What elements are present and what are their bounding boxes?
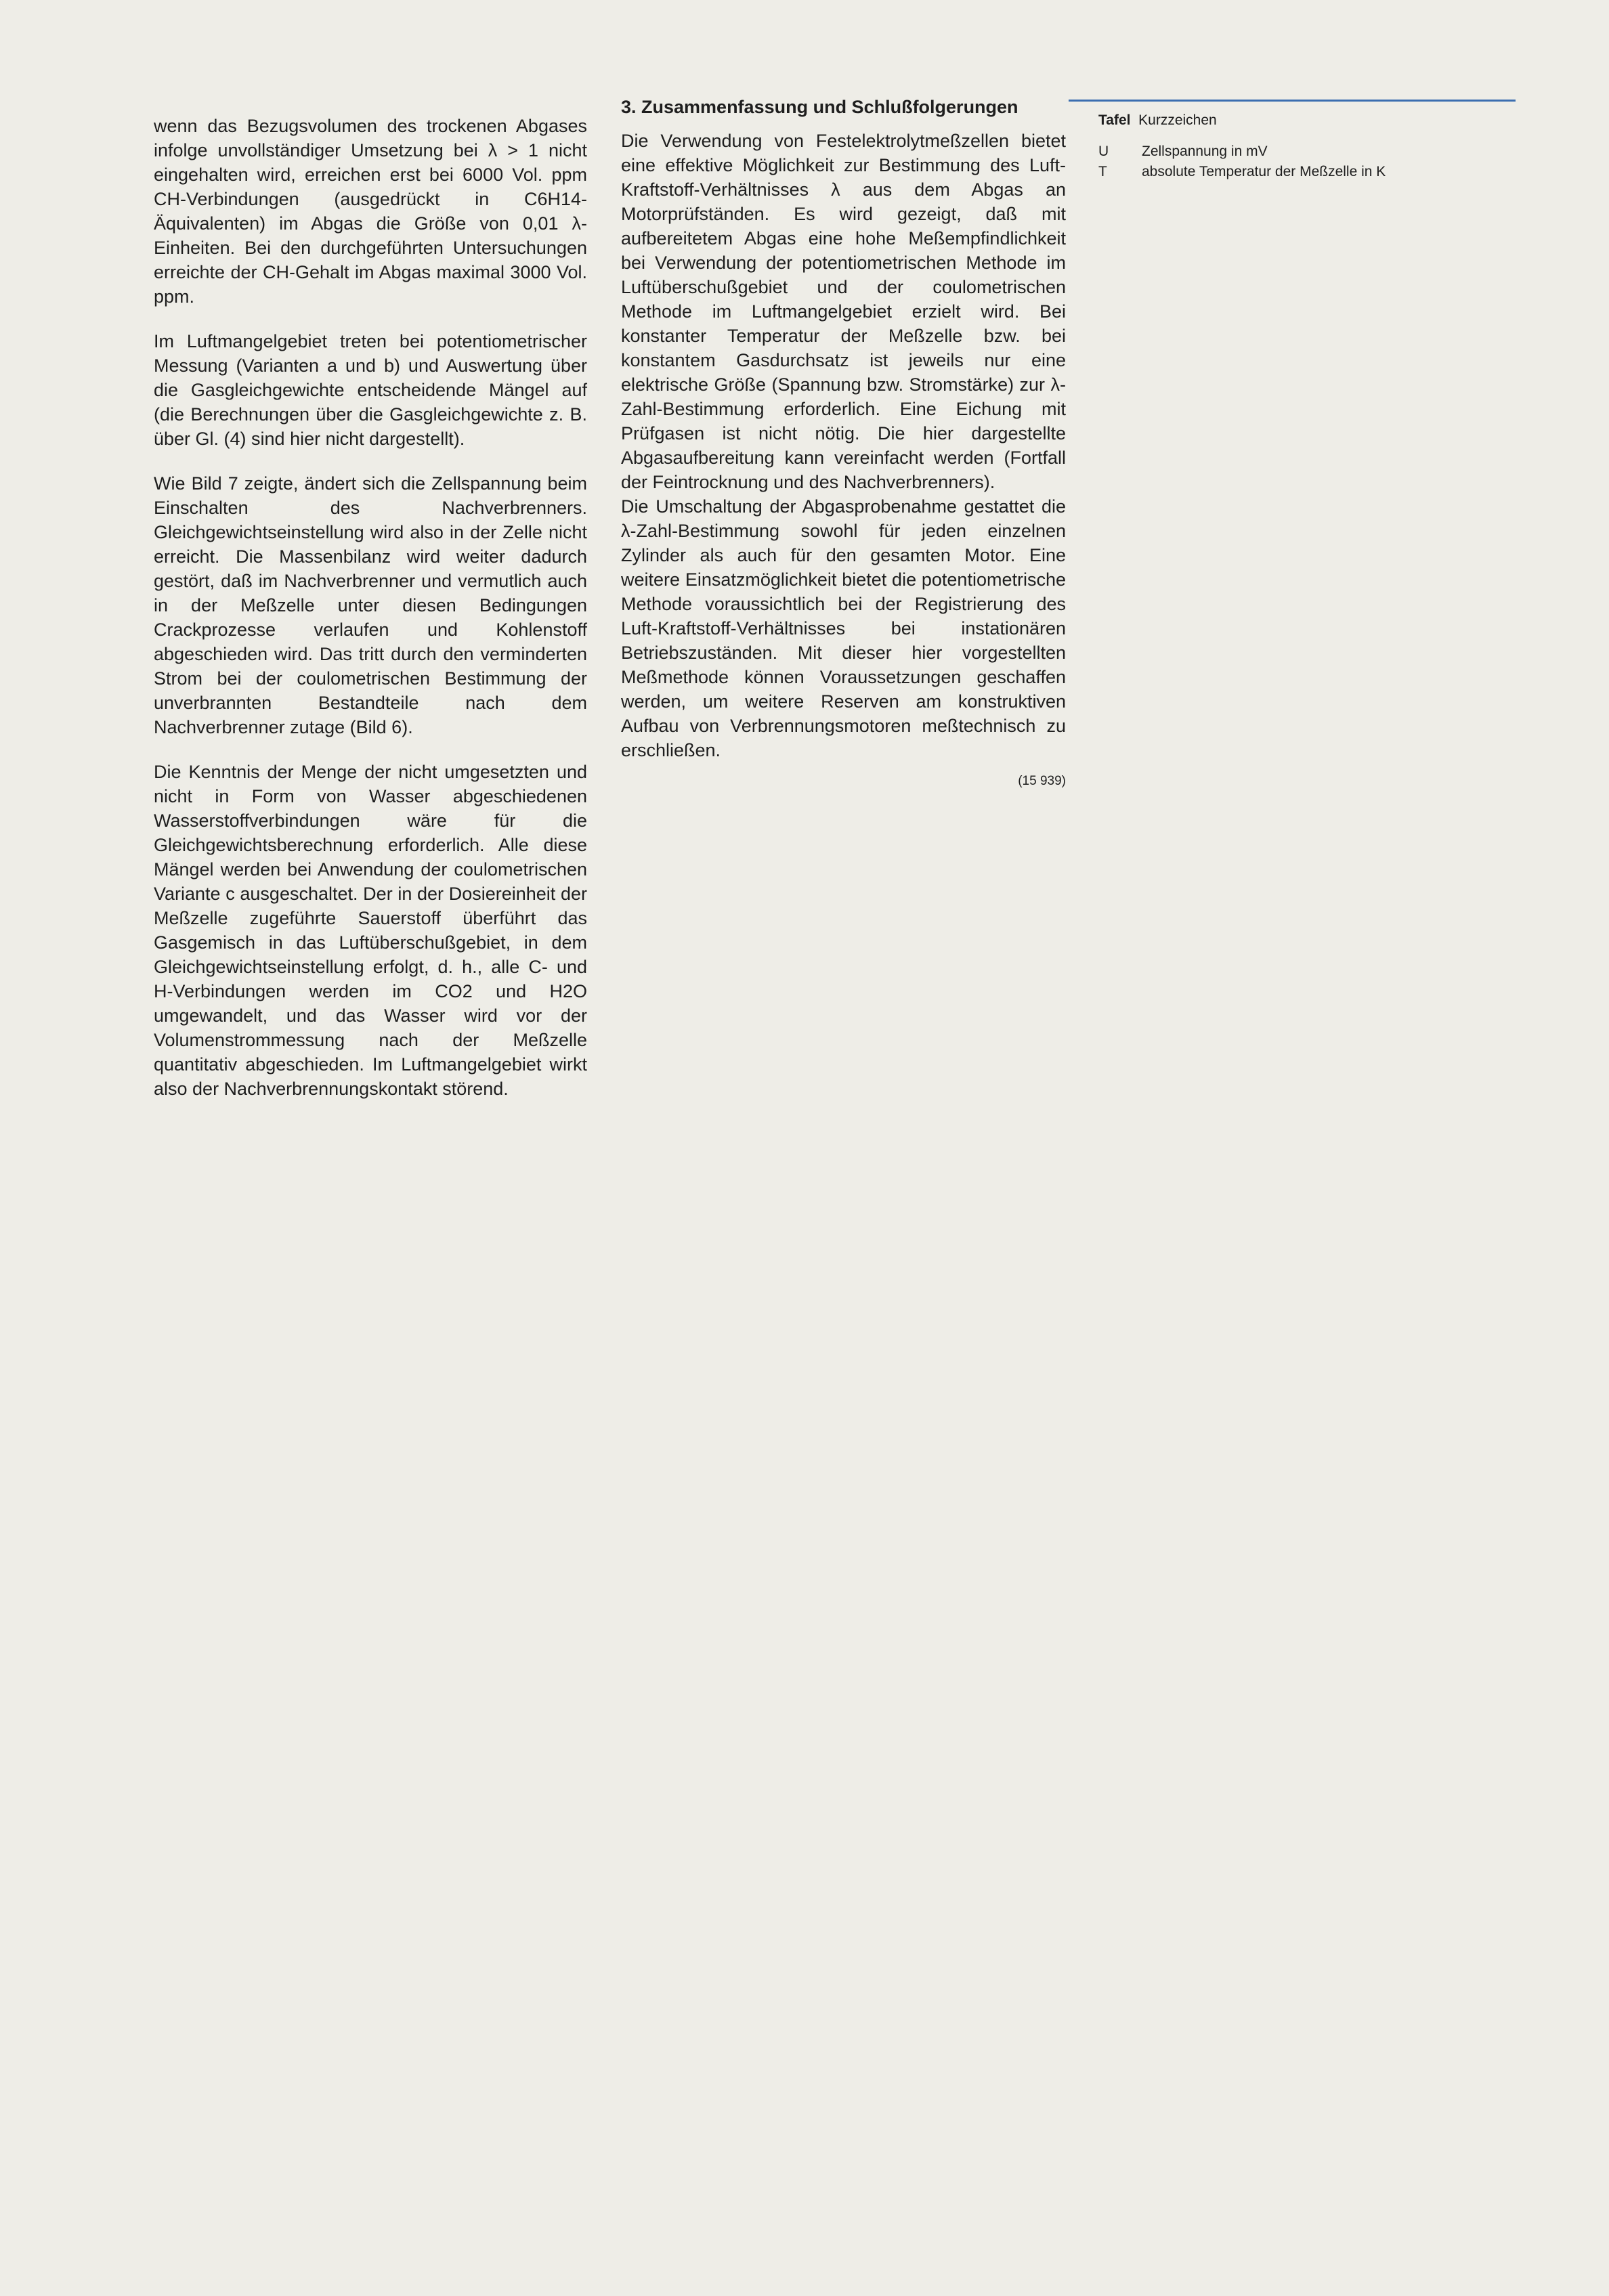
table-top-rule (1069, 100, 1516, 102)
mid-paragraph-2: Die Umschaltung der Abgasprobenahme gestattet die λ-Zahl-Bestimmung sowohl für jeden einzelnen Zylinder als auch für den gesamten Motor. Eine weitere Einsatzmöglichkeit bietet die potentiometrische Methode voraussichtlich bei der Registrierung des Luft-Kraftstoff-Verhältnisses bei instationären Betriebszuständen. Mit dieser hier vorgestellten Meßmethode können Voraussetzungen geschaffen werden, um weitere Reserven am konstruktiven Aufbau von Verbrennungsmotoren meßtechnisch zu erschließen. (621, 496, 1066, 760)
middle-column (621, 95, 1066, 794)
table-row (1098, 143, 1552, 160)
table-definition: Zellspannung in mV (1142, 144, 1268, 159)
article-code: (15 939) (1018, 774, 1066, 788)
section-heading: 3. Zusammenfassung und Schlußfolgerungen (621, 97, 1018, 117)
table-definition: absolute Temperatur der Meßzelle in K (1142, 164, 1386, 179)
symbols-table (1098, 112, 1552, 183)
left-paragraph-1: wenn das Bezugsvolumen des trockenen Abgases infolge unvollständiger Umsetzung bei λ > 1 nicht eingehalten wird, erreichen erst bei 6000 Vol. ppm CH-Verbindungen (ausgedrückt in C6H14-Äquivalenten) im Abgas die Größe von 0,01 λ-Einheiten. Bei den durchgeführten Untersuchungen erreichte der CH-Gehalt im Abgas maximal 3000 Vol. ppm. (154, 116, 587, 307)
table-symbol: T (1098, 164, 1107, 179)
left-column (154, 114, 587, 1121)
table-label: Tafel (1098, 112, 1131, 128)
table-symbol: U (1098, 144, 1109, 159)
left-paragraph-2: Im Luftmangelgebiet treten bei potentiometrischer Messung (Varianten a und b) und Auswertung über die Gasgleichgewichte entscheidende Mängel auf (die Berechnungen über die Gasgleichgewichte z. B. über Gl. (4) sind hier nicht dargestellt). (154, 331, 587, 449)
left-paragraph-4: Die Kenntnis der Menge der nicht umgesetzten und nicht in Form von Wasser abgeschiedenen Wasserstoffverbindungen wäre für die Gleichgewichtsberechnung erforderlich. Alle diese Mängel werden bei Anwendung der coulometrischen Variante c ausgeschaltet. Der in der Dosiereinheit der Meßzelle zugeführte Sauerstoff überführt das Gasgemisch in das Luftüberschußgebiet, in dem Gleichgewichtseinstellung erfolgt, d. h., alle C- und H-Verbindungen werden im CO2 und H2O umgewandelt, und das Wasser wird vor der Volumenstrommessung nach der Meßzelle quantitativ abgeschieden. Im Luftmangelgebiet wirkt also der Nachverbrennungskontakt störend. (154, 762, 587, 1099)
left-paragraph-3: Wie Bild 7 zeigte, ändert sich die Zellspannung beim Einschalten des Nachverbrenners. Gleichgewichtseinstellung wird also in der Zelle nicht erreicht. Die Massenbilanz wird weiter dadurch gestört, daß im Nachverbrenner und vermutlich auch in der Meßzelle unter diesen Bedingungen Crackprozesse verlaufen und Kohlenstoff abgeschieden wird. Das tritt durch den verminderten Strom bei der coulometrischen Bestimmung der unverbrannten Bestandteile nach dem Nachverbrenner zutage (Bild 6). (154, 473, 587, 737)
table-row (1098, 163, 1552, 181)
mid-paragraph-1: Die Verwendung von Festelektrolytmeßzellen bietet eine effektive Möglichkeit zur Bestimmung des Luft-Kraftstoff-Verhältnisses λ aus dem Abgas an Motorprüfständen. Es wird gezeigt, daß mit aufbereitetem Abgas eine hohe Meßempfindlichkeit bei Verwendung der potentiometrischen Methode im Luftüberschußgebiet und der coulometrischen Methode im Luftmangelgebiet erzielt wird. Bei konstanter Temperatur der Meßzelle bzw. bei konstantem Gasdurchsatz ist jeweils nur eine elektrische Größe (Spannung bzw. Stromstärke) zur λ-Zahl-Bestimmung erforderlich. Eine Eichung mit Prüfgasen ist nicht nötig. Die hier dargestellte Abgasaufbereitung kann vereinfacht werden (Fortfall der Feintrocknung und des Nachverbrenners). (621, 131, 1066, 492)
table-title: Kurzzeichen (1138, 112, 1217, 128)
